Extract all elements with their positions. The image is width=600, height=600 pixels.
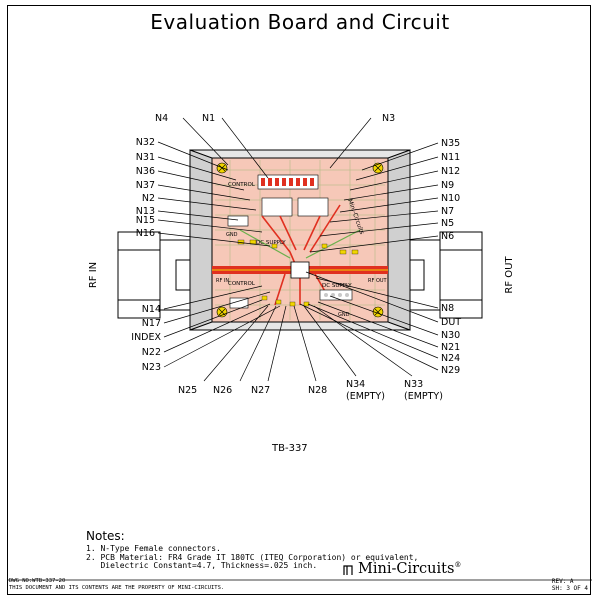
callout-n26: N26 xyxy=(213,385,233,396)
rf-out-label: RF OUT xyxy=(504,256,515,294)
dut-chip xyxy=(291,262,309,278)
callout-n21: N21 xyxy=(441,342,461,353)
callout-n25: N25 xyxy=(178,385,198,396)
rf-in-label: RF IN xyxy=(88,261,99,289)
callout-n12: N12 xyxy=(441,166,461,177)
callout-n24: N24 xyxy=(441,353,461,364)
callout-n30: N30 xyxy=(441,330,461,341)
callout-n31: N31 xyxy=(135,152,155,163)
callout-n8: N8 xyxy=(441,303,455,314)
callout-n32: N32 xyxy=(135,137,155,148)
rf-in-small-label: RF IN xyxy=(216,278,230,284)
callout-n15: N15 xyxy=(135,215,155,226)
callout-n3: N3 xyxy=(382,113,396,124)
callout-n4: N4 xyxy=(155,113,169,124)
dc-supply-left-label: DC SUPPLY xyxy=(256,240,286,246)
callout-n14: N14 xyxy=(141,304,161,315)
note-1: 1. N-Type Female connectors. xyxy=(86,544,221,553)
note-3: Dielectric Constant=4.7, Thickness=.025 inch. xyxy=(86,561,318,570)
callout-n16: N16 xyxy=(135,228,155,239)
callout-n17: N17 xyxy=(141,318,161,329)
callout-n23: N23 xyxy=(141,362,161,373)
callout-index: INDEX xyxy=(131,332,161,343)
callout-n28: N28 xyxy=(308,385,328,396)
control-top-label: CONTROL xyxy=(228,182,255,188)
svg-text:Mini-Circuits: Mini-Circuits xyxy=(346,198,366,236)
callout-n33: N33 xyxy=(404,379,424,390)
dc-supply-right-label: DC SUPPLY xyxy=(322,283,352,289)
notes-heading: Notes: xyxy=(86,529,125,543)
callout-n5: N5 xyxy=(441,218,455,229)
callout-n10: N10 xyxy=(441,193,461,204)
callout-dut: DUT xyxy=(441,317,462,328)
callout-n35: N35 xyxy=(441,138,461,149)
gnd-left-label: GND xyxy=(226,232,238,238)
board-id: TB-337 xyxy=(272,443,308,454)
footer-dwg: DWG NO:WTB-337-20 THIS DOCUMENT AND ITS CONTENTS ARE THE PROPERTY OF MINI-CIRCUITS. xyxy=(9,578,225,591)
callout-n34: N34 xyxy=(346,379,366,390)
callout-n29: N29 xyxy=(441,365,461,376)
callout-n2: N2 xyxy=(141,193,155,204)
note-2: 2. PCB Material: FR4 Grade IT 180TC (ITEQ Corporation) or equivalent, xyxy=(86,553,419,562)
drawing-title: Evaluation Board and Circuit xyxy=(150,10,450,34)
brand-logo-text: Mini-Circuits® xyxy=(358,561,462,577)
callout-n9: N9 xyxy=(441,180,455,191)
rf-out-small-label: RF OUT xyxy=(368,278,387,284)
callout-n27: N27 xyxy=(251,385,271,396)
callout-n7: N7 xyxy=(441,206,455,217)
gnd-right-label: GND xyxy=(338,312,350,318)
callout-n37: N37 xyxy=(135,180,155,191)
callout-n6: N6 xyxy=(441,231,455,242)
callout-n13: N13 xyxy=(135,206,155,217)
callout-n36: N36 xyxy=(135,166,155,177)
footer-rev: REV: A SH: 3 OF 4 xyxy=(551,578,588,592)
callout-n11: N11 xyxy=(441,152,461,163)
control-bottom-label: CONTROL xyxy=(228,281,255,287)
callout-n22: N22 xyxy=(141,347,161,358)
callout-n1: N1 xyxy=(202,113,216,124)
callout-n33-empty: (EMPTY) xyxy=(404,391,443,402)
callout-n34-empty: (EMPTY) xyxy=(346,391,385,402)
